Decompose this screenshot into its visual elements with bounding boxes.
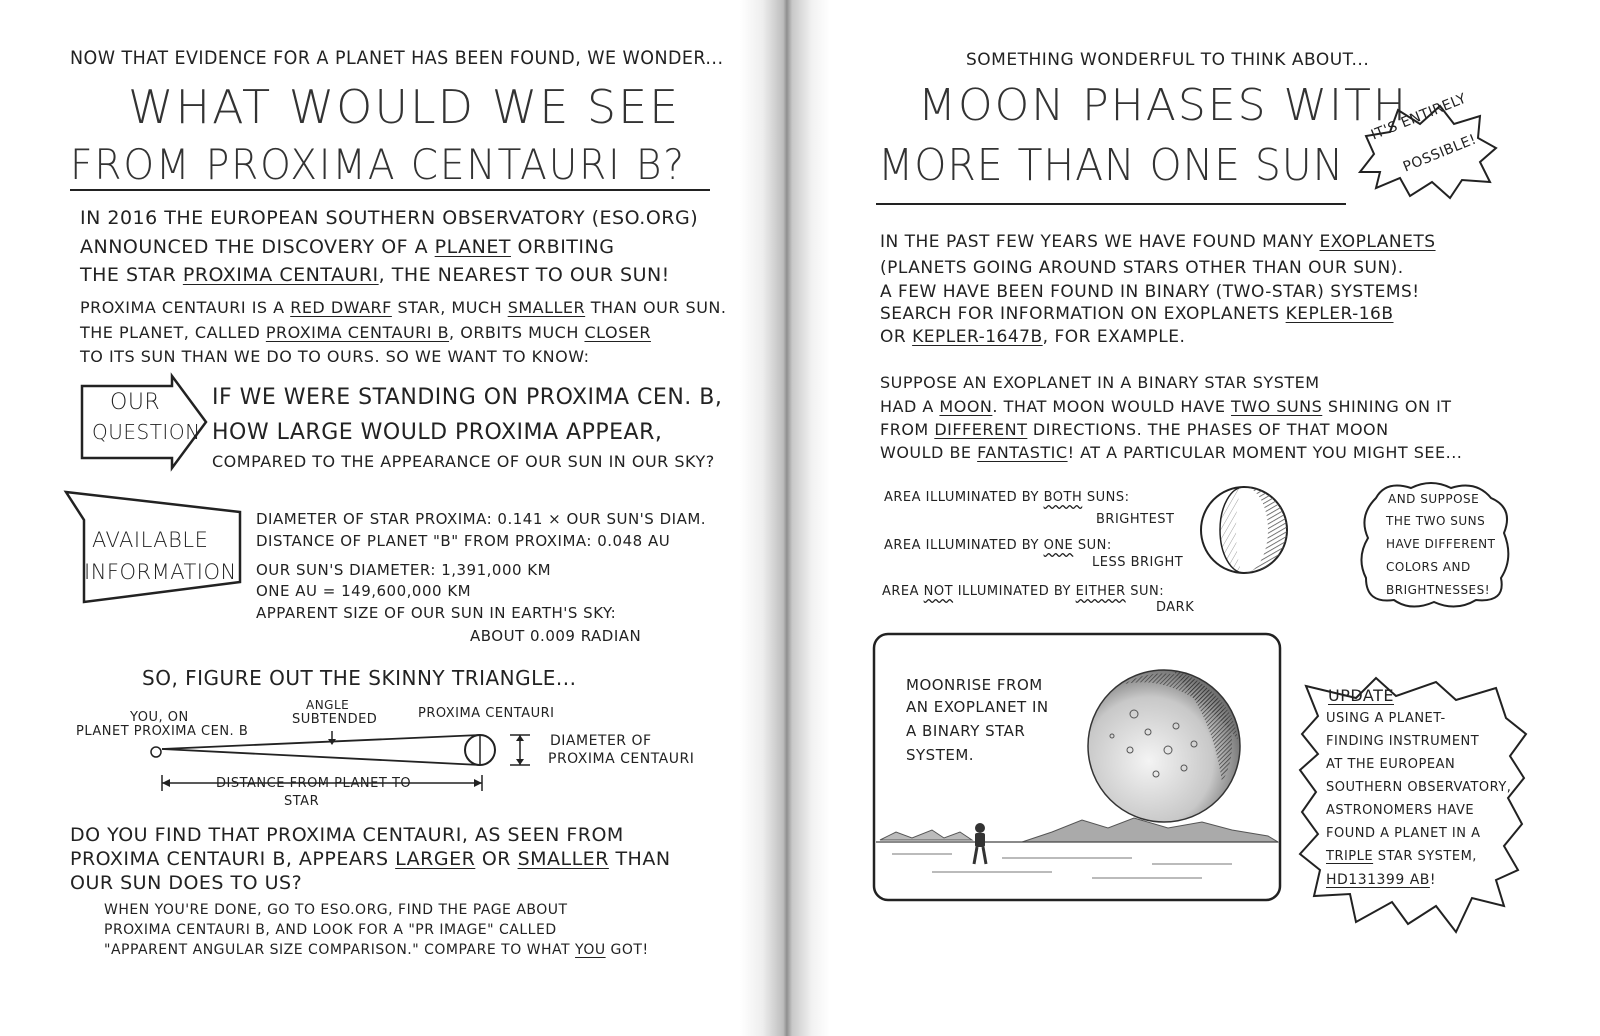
underlined-closer: CLOSER <box>584 323 651 342</box>
left-title-line1: WHAT WOULD WE SEE <box>128 80 681 134</box>
text: SUNS: <box>1082 490 1130 505</box>
question-line3: COMPARED TO THE APPEARANCE OF OUR SUN IN OUR SKY? <box>212 452 715 471</box>
text: , FOR EXAMPLE. <box>1042 327 1186 347</box>
right-para2-line4 <box>880 443 1462 462</box>
text: PROXIMA CENTAURI IS A <box>80 298 291 317</box>
right-para1-line2: (PLANETS GOING AROUND STARS OTHER THAN OUR SUN). <box>880 258 1404 278</box>
text: ANNOUNCED THE DISCOVERY OF A <box>80 236 435 258</box>
legend-a3-value: DARK <box>1156 600 1195 615</box>
text: AREA ILLUMINATED BY <box>884 538 1044 553</box>
underlined-proxima: PROXIMA CENTAURI <box>182 264 379 286</box>
ask-line2 <box>70 848 671 871</box>
text: AREA ILLUMINATED BY <box>884 490 1044 505</box>
text: , THE NEAREST TO OUR SUN! <box>378 264 670 286</box>
legend-a1-value: BRIGHTEST <box>1096 512 1175 527</box>
underlined-two-suns: TWO SUNS <box>1231 397 1323 416</box>
burst-line2: POSSIBLE! <box>1400 131 1479 176</box>
wavy-one: ONE <box>1043 538 1074 553</box>
diagram-angle-1: ANGLE <box>306 698 350 712</box>
triangle-heading: SO, FIGURE OUT THE SKINNY TRIANGLE... <box>142 666 577 690</box>
diagram-star-label: PROXIMA CENTAURI <box>418 706 555 721</box>
text: PROXIMA CENTAURI B, APPEARS <box>70 848 396 870</box>
text: . THAT MOON WOULD HAVE <box>992 397 1232 416</box>
info-line4: ONE AU = 149,600,000 KM <box>256 582 472 600</box>
question-line1: IF WE WERE STANDING ON PROXIMA CEN. B, <box>212 385 723 410</box>
question-label-1: OUR <box>110 390 161 415</box>
legend-a3 <box>882 584 1164 600</box>
question-label-2: QUESTION <box>92 420 201 444</box>
text: DIRECTIONS. THE PHASES OF THAT MOON <box>1027 420 1389 439</box>
text: , ORBITS MUCH <box>449 323 585 342</box>
right-para2-line3 <box>880 420 1389 439</box>
moonrise-scene <box>872 632 1284 904</box>
info-line1: DIAMETER OF STAR PROXIMA: 0.141 × OUR SUN'S DIAM. <box>256 510 707 528</box>
text: "APPARENT ANGULAR SIZE COMPARISON." COMPARE TO WHAT <box>104 942 576 958</box>
right-para1-line1 <box>880 232 1436 252</box>
underlined-moon: MOON <box>939 397 993 416</box>
right-para1-line3: A FEW HAVE BEEN FOUND IN BINARY (TWO-STAR) SYSTEMS! <box>880 282 1420 302</box>
left-title-line2: FROM PROXIMA CENTAURI B? <box>70 140 686 189</box>
text: AREA <box>882 584 924 599</box>
wavy-not: NOT <box>923 584 954 599</box>
scene-line4: SYSTEM. <box>906 746 975 764</box>
ask-line3: OUR SUN DOES TO US? <box>70 872 303 894</box>
done-line3 <box>104 942 649 959</box>
left-kicker: NOW THAT EVIDENCE FOR A PLANET HAS BEEN FOUND, WE WONDER... <box>70 47 724 69</box>
book-gutter <box>740 0 830 1036</box>
question-line2: HOW LARGE WOULD PROXIMA APPEAR, <box>212 420 663 445</box>
text: STAR, MUCH <box>391 298 508 317</box>
text: THAN <box>608 848 671 870</box>
moon-phase-illustration <box>1196 482 1292 580</box>
scene-line1: MOONRISE FROM <box>906 676 1043 694</box>
left-para2-line3: TO ITS SUN THAN WE DO TO OURS. SO WE WANT TO KNOW: <box>80 347 590 366</box>
legend-a2-value: LESS BRIGHT <box>1092 555 1184 570</box>
diagram-dist-1: DISTANCE FROM PLANET TO <box>212 776 415 792</box>
underlined-kepler16b: KEPLER-16B <box>1285 304 1394 324</box>
left-intro-line3 <box>80 264 670 287</box>
update-line2: FINDING INSTRUMENT <box>1326 734 1480 749</box>
text: SUN: <box>1073 538 1112 553</box>
underlined-fantastic: FANTASTIC <box>977 443 1068 462</box>
burst-line1: IT'S ENTIRELY <box>1368 90 1469 144</box>
text: THAN OUR SUN. <box>585 298 727 317</box>
underlined-different: DIFFERENT <box>934 420 1028 439</box>
text: WOULD BE <box>880 443 978 462</box>
text: HAD A <box>880 397 940 416</box>
underlined-you: YOU <box>575 942 606 958</box>
scene-line3: A BINARY STAR <box>906 722 1026 740</box>
text: IN THE PAST FEW YEARS WE HAVE FOUND MANY <box>880 232 1320 252</box>
underlined-red-dwarf: RED DWARF <box>290 298 392 317</box>
legend-a1 <box>884 490 1130 506</box>
underlined-smaller: SMALLER <box>507 298 586 317</box>
update-line8 <box>1326 872 1436 889</box>
done-line1: WHEN YOU'RE DONE, GO TO ESO.ORG, FIND THE PAGE ABOUT <box>104 902 568 918</box>
text: ORBITING <box>510 236 615 258</box>
ask-line1: DO YOU FIND THAT PROXIMA CENTAURI, AS SEEN FROM <box>70 824 624 846</box>
underlined-smaller-2: SMALLER <box>517 848 609 870</box>
text: OR <box>475 848 518 870</box>
text: OR <box>880 327 913 347</box>
left-para2-line1 <box>80 298 726 317</box>
info-line6: ABOUT 0.009 RADIAN <box>470 627 642 645</box>
wavy-both: BOTH <box>1043 490 1083 505</box>
update-line4: SOUTHERN OBSERVATORY, <box>1326 780 1512 795</box>
wavy-either: EITHER <box>1075 584 1126 599</box>
underlined-planet-name: PROXIMA CENTAURI B <box>265 323 450 342</box>
cloud-line3: HAVE DIFFERENT <box>1386 537 1496 551</box>
scene-line2: AN EXOPLANET IN <box>906 698 1049 716</box>
underlined-kepler1647b: KEPLER-1647B <box>912 327 1043 347</box>
cloud-line5: BRIGHTNESSES! <box>1386 583 1491 597</box>
underlined-hd131399: HD131399 AB <box>1326 872 1430 888</box>
right-para2-line2 <box>880 397 1452 416</box>
text: SEARCH FOR INFORMATION ON EXOPLANETS <box>880 304 1286 324</box>
info-line3: OUR SUN'S DIAMETER: 1,391,000 KM <box>256 561 552 579</box>
text: GOT! <box>605 942 649 958</box>
diagram-dist-2: STAR <box>284 794 320 809</box>
diagram-angle-2: SUBTENDED <box>292 712 378 727</box>
underlined-exoplanets: EXOPLANETS <box>1319 232 1436 252</box>
right-para1-line4 <box>880 304 1394 324</box>
left-para2-line2 <box>80 323 651 342</box>
underlined-triple: TRIPLE <box>1326 849 1374 864</box>
cloud-line2: THE TWO SUNS <box>1386 514 1486 528</box>
update-line1: USING A PLANET- <box>1326 711 1446 726</box>
done-line2: PROXIMA CENTAURI B, AND LOOK FOR A "PR IMAGE" CALLED <box>104 922 557 938</box>
text: ! AT A PARTICULAR MOMENT YOU MIGHT SEE... <box>1067 443 1463 462</box>
update-title: UPDATE <box>1328 686 1394 705</box>
cloud-line1: AND SUPPOSE <box>1388 492 1480 506</box>
underlined-planet: PLANET <box>434 236 511 258</box>
diagram-you-2: PLANET PROXIMA CEN. B <box>76 724 249 739</box>
text: SHINING ON IT <box>1322 397 1452 416</box>
text: THE PLANET, CALLED <box>80 323 266 342</box>
info-label-1: AVAILABLE <box>92 528 209 552</box>
skinny-triangle-diagram <box>140 725 540 795</box>
right-kicker: SOMETHING WONDERFUL TO THINK ABOUT... <box>966 50 1370 70</box>
text: SUN: <box>1125 584 1165 599</box>
text: THE STAR <box>80 264 183 286</box>
legend-a2 <box>884 538 1112 554</box>
left-intro-line1: IN 2016 THE EUROPEAN SOUTHERN OBSERVATORY (ESO.ORG) <box>80 207 699 229</box>
cloud-line4: COLORS AND <box>1386 560 1471 574</box>
diagram-diam-1: DIAMETER OF <box>550 733 652 749</box>
left-title-rule <box>70 189 710 191</box>
right-title-rule <box>876 203 1346 205</box>
update-line5: ASTRONOMERS HAVE <box>1326 803 1475 818</box>
update-line3: AT THE EUROPEAN <box>1326 757 1456 772</box>
text: FROM <box>880 420 935 439</box>
right-title-line1: MOON PHASES WITH <box>918 80 1408 131</box>
left-intro-line2 <box>80 236 614 259</box>
text: ILLUMINATED BY <box>953 584 1076 599</box>
update-line7 <box>1326 849 1477 865</box>
info-label-2: INFORMATION <box>84 560 237 584</box>
right-para2-line1: SUPPOSE AN EXOPLANET IN A BINARY STAR SYSTEM <box>880 373 1320 392</box>
diagram-diam-2: PROXIMA CENTAURI <box>548 751 695 767</box>
text: ! <box>1429 872 1437 888</box>
info-line2: DISTANCE OF PLANET "B" FROM PROXIMA: 0.048 AU <box>256 532 671 550</box>
info-line5: APPARENT SIZE OF OUR SUN IN EARTH'S SKY: <box>256 604 617 622</box>
diagram-you-1: YOU, ON <box>130 710 189 725</box>
underlined-larger: LARGER <box>395 848 476 870</box>
update-line6: FOUND A PLANET IN A <box>1326 826 1481 841</box>
right-para1-line5 <box>880 327 1185 347</box>
right-title-line2: MORE THAN ONE SUN <box>878 140 1345 191</box>
text: STAR SYSTEM, <box>1373 849 1477 864</box>
